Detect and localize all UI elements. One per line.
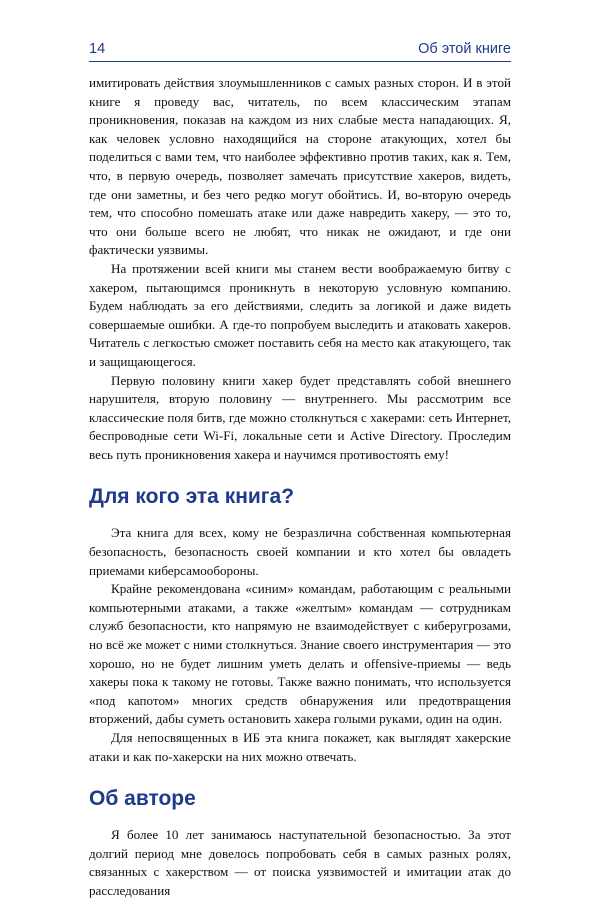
header-rule bbox=[89, 61, 511, 62]
running-head bbox=[89, 41, 511, 61]
heading-author: Об авторе bbox=[89, 787, 196, 811]
section-title: Об этой книге bbox=[418, 41, 511, 57]
paragraph: Для непосвященных в ИБ эта книга покажет, как выглядят хакерские атаки и как по-хакерски на них можно отвечать. bbox=[89, 730, 511, 764]
paragraph: Крайне рекомендована «синим» командам, работающим с реальными компьютерными атаками, а также «желтым» командам — сотрудникам служб безопасности, кто напрямую не взаимодействует с киберугрозами, но всё же может с ними столкнуться. Знание своего инструментария — это хорошо, но не будет лишним уметь делать и offensive-приемы — ведь хакеры пока к такому не готовы. Также важно понимать, что используется «под капотом» многих средств обнаружения или предотвращения вторжений, дабы суметь остановить хакера голыми руками, один на один. bbox=[89, 581, 511, 727]
paragraph: Первую половину книги хакер будет представлять собой внешнего нарушителя, вторую половину — внутреннего. Мы рассмотрим все классические поля битв, где можно столкнуться с хакерами: сеть Интернет, беспроводные сети Wi-Fi, локальные сети и Active Directory. Проследим весь путь проникновения хакера и научимся противостоять ему! bbox=[89, 372, 511, 462]
page-content bbox=[89, 74, 511, 901]
paragraph: На протяжении всей книги мы станем вести воображаемую битву с хакером, пытающимся проникнуть в некоторую условную компанию. Будем наблюдать за его действиями, следить за логикой и даже видеть совершаемые ошибки. А где-то попробуем выследить и атаковать хакеров. Читатель с легкостью сможет поставить себя на место как атакующего, так и защищающегося. bbox=[89, 260, 511, 369]
heading-audience: Для кого эта книга? bbox=[89, 485, 295, 509]
page-number: 14 bbox=[89, 41, 106, 57]
paragraph: Я более 10 лет занимаюсь наступательной безопасностью. За этот долгий период мне довелось попробовать себя в самых разных ролях, связанных с хакерством — от поиска уязвимостей и имитации атак до расследования bbox=[89, 827, 511, 898]
paragraph: имитировать действия злоумышленников с самых разных сторон. И в этой книге я проведу вас, читатель, по всем классическим этапам проникновения, показав на каждом из них слабые места нападающих. Я, как человек условно находящийся на стороне атакующих, хотел бы поделиться с вами тем, что наиболее эффективно против таких, как я. Тем, что, в первую очередь, позволяет замечать присутствие хакеров, видеть, где они заметны, и без чего редко могут обойтись. И, во-вторую очередь тем, что способно помешать атаке или даже навредить хакеру, — это то, что они больше всего не любят, что никак не ожидают, и где они фактически уязвимы. bbox=[89, 75, 511, 258]
paragraph: Эта книга для всех, кому не безразлична собственная компьютерная безопасность, безопасность своей компании и кто хотел бы овладеть приемами киберсамообороны. bbox=[89, 525, 511, 578]
